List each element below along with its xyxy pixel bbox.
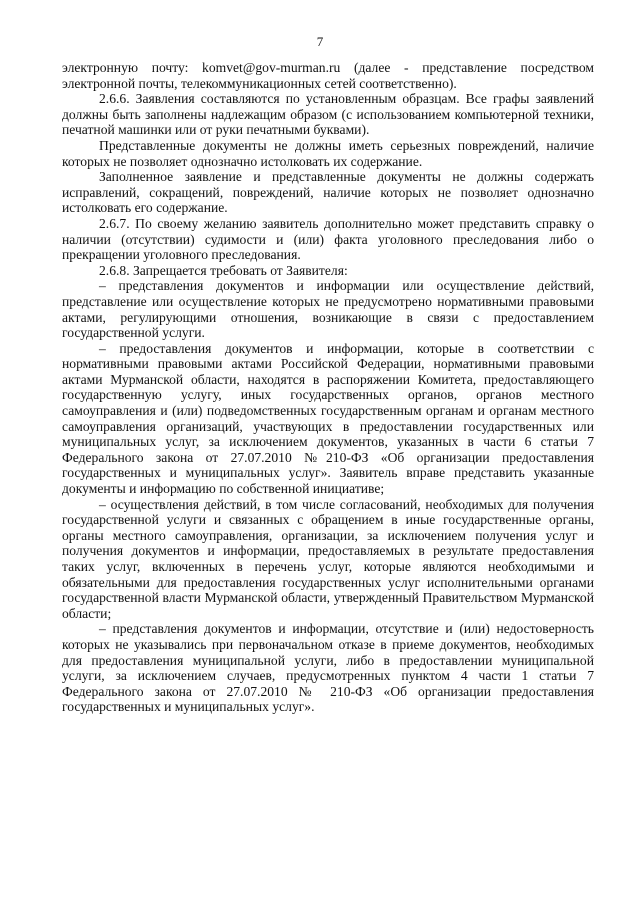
paragraph-email-continuation: электронную почту: komvet@gov-murman.ru (далее - представление посредством электронной почты, телекоммуникационных сетей соответственно).: [62, 60, 594, 91]
paragraph-documents-damage: Представленные документы не должны иметь серьезных повреждений, наличие которых не позволяет однозначно истолковать их содержание.: [62, 137, 594, 169]
paragraph-2-6-6: 2.6.6. Заявления составляются по установленным образцам. Все графы заявлений должны быть заполнены надлежащим образом (с использованием компьютерной техники, печатной машинки или от руки печатными буквами).: [62, 91, 594, 138]
list-item-actions-approvals: – осуществления действий, в том числе согласований, необходимых для получения государственной услуги и связанных с обращением в иные государственные органы, органы местного самоуправления, организации, за исключением получения услуг и получения документов и информации, предоставляемых в результате предоставления таких услуг, включенных в перечень услуг, которые являются необходимыми и обязательными для предоставления государственных услуг исполнительными органами государственной власти Мурманской области, утвержденный Правительством Мурманской области;: [62, 496, 594, 621]
document-body: [62, 60, 594, 715]
list-item-documents-in-possession: – предоставления документов и информации, которые в соответствии с нормативными правовыми актами Российской Федерации, нормативными правовыми актами Мурманской области, находятся в распоряжении Комитета, предоставляющего государственную услугу, иных государственных органов, органов местного самоуправления и (или) подведомственных государственным органам и органам местного самоуправления организаций, участвующих в предоставлении государственных или муниципальных услуг, за исключением документов, указанных в части 6 статьи 7 Федерального закона от 27.07.2010 №210-ФЗ «Об организации предоставления государственных и муниципальных услуг». Заявитель вправе представить указанные документы и информацию по собственной инициативе;: [62, 340, 594, 497]
paragraph-no-corrections: Заполненное заявление и представленные документы не должны содержать исправлений, сокращений, повреждений, наличие которых не позволяет однозначно истолковать его содержание.: [62, 169, 594, 216]
page-number: 7: [316, 34, 324, 49]
paragraph-2-6-7: 2.6.7. По своему желанию заявитель дополнительно может представить справку о наличии (отсутствии) судимости и (или) факта уголовного преследования либо о прекращении уголовного преследования.: [62, 215, 594, 263]
paragraph-2-6-8: 2.6.8. Запрещается требовать от Заявителя:: [99, 262, 348, 278]
list-item-not-required-documents: – представления документов и информации или осуществление действий, представление или осуществление которых не предусмотрено нормативными правовыми актами, регулирующими отношения, возникающие в связи с предоставлением государственной услуги.: [62, 278, 594, 341]
list-item-missing-information: – представления документов и информации, отсутствие и (или) недостоверность которых не указывались при первоначальном отказе в приеме документов, необходимых для предоставления муниципальной услуги, либо в предоставлении муниципальной услуги, за исключением случаев, предусмотренных пунктом 4 части 1 статьи 7 Федерального закона от 27.07.2010 № 210-ФЗ «Об организации предоставления государственных и муниципальных услуг».: [62, 621, 594, 715]
